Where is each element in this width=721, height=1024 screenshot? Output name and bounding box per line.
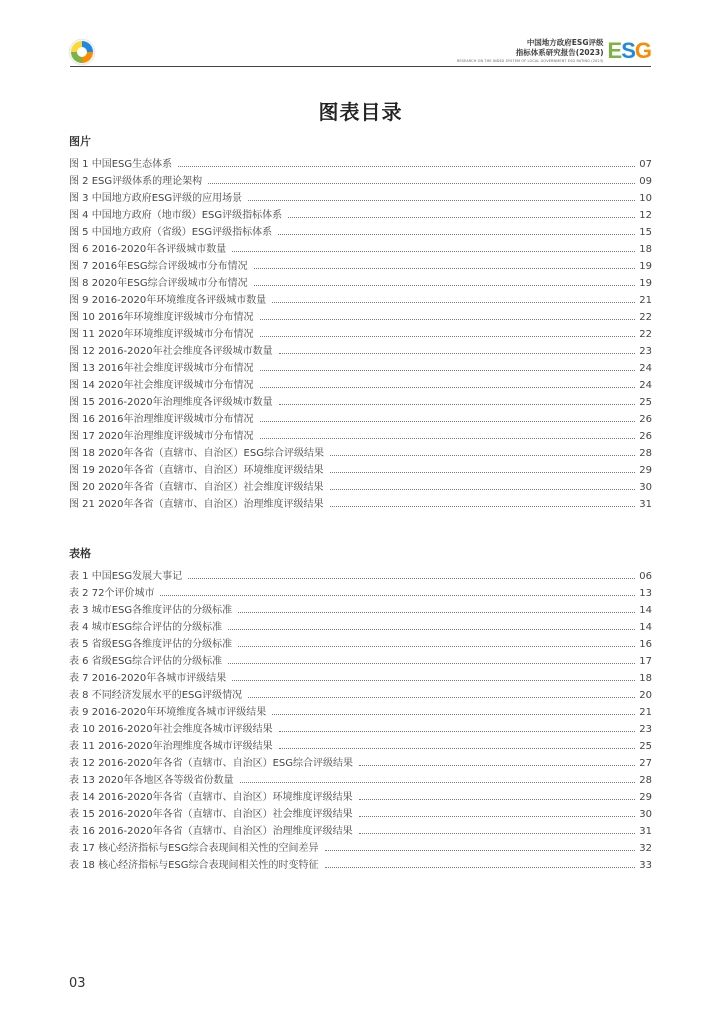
toc-leader-dots xyxy=(278,234,635,235)
toc-entry[interactable] xyxy=(69,323,652,340)
toc-leader-dots xyxy=(279,731,636,732)
toc-entry-label: 表 14 2016-2020年各省（直辖市、自治区）环境维度评级结果 xyxy=(69,792,353,803)
toc-entry[interactable] xyxy=(69,221,652,238)
toc-entry-page: 28 xyxy=(639,775,652,786)
toc-entry-page: 20 xyxy=(639,690,652,701)
toc-entry-page: 26 xyxy=(639,414,652,425)
toc-leader-dots xyxy=(279,353,636,354)
toc-leader-dots xyxy=(254,268,636,269)
toc-entry[interactable] xyxy=(69,599,652,616)
toc-entry-label: 图 3 中国地方政府ESG评级的应用场景 xyxy=(69,193,243,204)
esg-logo-g: G xyxy=(634,38,651,63)
toc-entry-page: 14 xyxy=(639,622,652,633)
toc-leader-dots xyxy=(254,285,636,286)
toc-leader-dots xyxy=(260,336,636,337)
toc-leader-dots xyxy=(260,387,636,388)
toc-entry-label: 表 15 2016-2020年各省（直辖市、自治区）社会维度评级结果 xyxy=(69,809,353,820)
toc-entry-page: 12 xyxy=(639,210,652,221)
toc-entry-label: 表 6 省级ESG综合评估的分级标准 xyxy=(69,656,223,667)
page-number: 03 xyxy=(69,976,86,991)
toc-entry[interactable] xyxy=(69,357,652,374)
tables-toc-list xyxy=(69,565,652,871)
toc-leader-dots xyxy=(272,302,635,303)
toc-entry-page: 30 xyxy=(639,482,652,493)
toc-entry-label: 图 12 2016-2020年社会维度各评级城市数量 xyxy=(69,346,273,357)
toc-entry-page: 25 xyxy=(639,741,652,752)
toc-entry[interactable] xyxy=(69,633,652,650)
toc-leader-dots xyxy=(188,578,635,579)
toc-leader-dots xyxy=(288,217,635,218)
toc-entry-page: 26 xyxy=(639,431,652,442)
esg-logo xyxy=(608,39,652,63)
toc-entry-page: 28 xyxy=(639,448,652,459)
toc-entry[interactable] xyxy=(69,820,652,837)
toc-entry-label: 图 6 2016-2020年各评级城市数量 xyxy=(69,244,227,255)
toc-entry-page: 10 xyxy=(639,193,652,204)
toc-entry-label: 图 8 2020年ESG综合评级城市分布情况 xyxy=(69,278,248,289)
toc-entry-page: 07 xyxy=(639,159,652,170)
toc-entry-page: 19 xyxy=(639,278,652,289)
toc-leader-dots xyxy=(325,867,636,868)
toc-entry[interactable] xyxy=(69,769,652,786)
toc-entry-page: 29 xyxy=(639,792,652,803)
toc-entry[interactable] xyxy=(69,391,652,408)
toc-entry-label: 图 7 2016年ESG综合评级城市分布情况 xyxy=(69,261,248,272)
toc-entry-label: 图 15 2016-2020年治理维度各评级城市数量 xyxy=(69,397,273,408)
toc-entry[interactable] xyxy=(69,684,652,701)
toc-entry[interactable] xyxy=(69,786,652,803)
toc-entry-page: 06 xyxy=(639,571,652,582)
header-divider xyxy=(70,66,651,67)
toc-leader-dots xyxy=(330,489,636,490)
toc-leader-dots xyxy=(238,612,635,613)
toc-entry-label: 表 2 72个评价城市 xyxy=(69,588,155,599)
toc-entry-page: 32 xyxy=(639,843,652,854)
tables-section-heading: 表格 xyxy=(69,547,91,560)
toc-entry-page: 13 xyxy=(639,588,652,599)
toc-entry[interactable] xyxy=(69,289,652,306)
toc-entry[interactable] xyxy=(69,854,652,871)
page-title: 图表目录 xyxy=(318,100,403,124)
toc-leader-dots xyxy=(359,833,636,834)
toc-entry-label: 图 17 2020年治理维度评级城市分布情况 xyxy=(69,431,254,442)
toc-entry-page: 31 xyxy=(639,826,652,837)
toc-entry[interactable] xyxy=(69,803,652,820)
toc-entry-label: 表 12 2016-2020年各省（直辖市、自治区）ESG综合评级结果 xyxy=(69,758,354,769)
toc-entry-page: 18 xyxy=(639,244,652,255)
toc-entry[interactable] xyxy=(69,272,652,289)
esg-logo-s: S xyxy=(621,38,635,63)
toc-entry-label: 图 18 2020年各省（直辖市、自治区）ESG综合评级结果 xyxy=(69,448,324,459)
toc-entry[interactable] xyxy=(69,374,652,391)
toc-entry-page: 24 xyxy=(639,363,652,374)
toc-entry-page: 09 xyxy=(639,176,652,187)
toc-leader-dots xyxy=(330,472,636,473)
toc-entry[interactable] xyxy=(69,837,652,854)
toc-leader-dots xyxy=(232,680,635,681)
toc-entry-label: 表 4 城市ESG综合评估的分级标准 xyxy=(69,622,223,633)
report-header-text xyxy=(457,38,604,64)
toc-entry-label: 表 1 中国ESG发展大事记 xyxy=(69,571,183,582)
toc-entry-label: 图 16 2016年治理维度评级城市分布情况 xyxy=(69,414,254,425)
toc-leader-dots xyxy=(279,404,636,405)
toc-entry-page: 22 xyxy=(639,329,652,340)
report-title-line1: 中国地方政府ESG评级 xyxy=(526,38,604,47)
toc-entry[interactable] xyxy=(69,493,652,510)
toc-entry-page: 16 xyxy=(639,639,652,650)
toc-entry[interactable] xyxy=(69,187,652,204)
toc-leader-dots xyxy=(260,438,636,439)
toc-entry-label: 表 7 2016-2020年各城市评级结果 xyxy=(69,673,227,684)
toc-entry-label: 表 17 核心经济指标与ESG综合表现间相关性的空间差异 xyxy=(69,843,319,854)
toc-leader-dots xyxy=(359,816,636,817)
toc-entry[interactable] xyxy=(69,340,652,357)
toc-entry-page: 25 xyxy=(639,397,652,408)
toc-leader-dots xyxy=(248,200,635,201)
toc-entry-page: 24 xyxy=(639,380,652,391)
toc-leader-dots xyxy=(279,748,636,749)
organization-logo-icon xyxy=(68,38,96,66)
toc-entry[interactable] xyxy=(69,442,652,459)
toc-entry-label: 表 11 2016-2020年治理维度各城市评级结果 xyxy=(69,741,273,752)
toc-entry-page: 21 xyxy=(639,707,652,718)
toc-leader-dots xyxy=(228,629,635,630)
toc-entry-label: 表 3 城市ESG各维度评估的分级标准 xyxy=(69,605,233,616)
toc-entry-page: 23 xyxy=(639,724,652,735)
toc-entry[interactable] xyxy=(69,459,652,476)
toc-entry-page: 33 xyxy=(639,860,652,871)
toc-entry[interactable] xyxy=(69,752,652,769)
toc-entry[interactable] xyxy=(69,718,652,735)
toc-leader-dots xyxy=(240,782,636,783)
toc-entry-page: 15 xyxy=(639,227,652,238)
toc-leader-dots xyxy=(359,765,635,766)
toc-leader-dots xyxy=(260,370,636,371)
toc-entry-label: 图 2 ESG评级体系的理论架构 xyxy=(69,176,203,187)
toc-entry-label: 表 16 2016-2020年各省（直辖市、自治区）治理维度评级结果 xyxy=(69,826,353,837)
toc-entry-label: 图 19 2020年各省（直辖市、自治区）环境维度评级结果 xyxy=(69,465,324,476)
toc-leader-dots xyxy=(160,595,635,596)
toc-entry-label: 图 20 2020年各省（直辖市、自治区）社会维度评级结果 xyxy=(69,482,324,493)
toc-entry-label: 图 21 2020年各省（直辖市、自治区）治理维度评级结果 xyxy=(69,499,324,510)
toc-entry[interactable] xyxy=(69,255,652,272)
toc-entry[interactable] xyxy=(69,616,652,633)
toc-entry-page: 17 xyxy=(639,656,652,667)
toc-entry-page: 21 xyxy=(639,295,652,306)
toc-entry[interactable] xyxy=(69,735,652,752)
toc-leader-dots xyxy=(232,251,635,252)
toc-entry-label: 图 10 2016年环境维度评级城市分布情况 xyxy=(69,312,254,323)
toc-entry-label: 表 13 2020年各地区各等级省份数量 xyxy=(69,775,234,786)
toc-leader-dots xyxy=(228,663,635,664)
toc-entry-label: 表 5 省级ESG各维度评估的分级标准 xyxy=(69,639,233,650)
toc-entry-page: 27 xyxy=(639,758,652,769)
toc-entry-page: 23 xyxy=(639,346,652,357)
toc-leader-dots xyxy=(238,646,635,647)
report-title-line2: 指标体系研究报告(2023) xyxy=(515,48,604,57)
toc-entry-label: 图 5 中国地方政府（省级）ESG评级指标体系 xyxy=(69,227,273,238)
figures-section-heading: 图片 xyxy=(69,135,91,148)
toc-entry-page: 29 xyxy=(639,465,652,476)
toc-leader-dots xyxy=(248,697,635,698)
toc-entry[interactable] xyxy=(69,238,652,255)
toc-entry-label: 表 18 核心经济指标与ESG综合表现间相关性的时变特征 xyxy=(69,860,319,871)
toc-entry-page: 22 xyxy=(639,312,652,323)
toc-entry-page: 19 xyxy=(639,261,652,272)
toc-entry[interactable] xyxy=(69,153,652,170)
toc-entry[interactable] xyxy=(69,408,652,425)
toc-leader-dots xyxy=(330,506,636,507)
toc-leader-dots xyxy=(359,799,636,800)
toc-leader-dots xyxy=(208,183,635,184)
toc-entry-label: 表 10 2016-2020年社会维度各城市评级结果 xyxy=(69,724,273,735)
toc-leader-dots xyxy=(260,319,636,320)
toc-entry-page: 18 xyxy=(639,673,652,684)
toc-entry[interactable] xyxy=(69,425,652,442)
figures-toc-list xyxy=(69,153,652,510)
toc-entry[interactable] xyxy=(69,204,652,221)
toc-entry[interactable] xyxy=(69,650,652,667)
toc-entry-label: 表 8 不同经济发展水平的ESG评级情况 xyxy=(69,690,243,701)
esg-logo-e: E xyxy=(607,38,622,63)
toc-entry-label: 表 9 2016-2020年环境维度各城市评级结果 xyxy=(69,707,267,718)
toc-entry[interactable] xyxy=(69,306,652,323)
toc-entry-label: 图 9 2016-2020年环境维度各评级城市数量 xyxy=(69,295,267,306)
toc-entry-label: 图 14 2020年社会维度评级城市分布情况 xyxy=(69,380,254,391)
toc-entry[interactable] xyxy=(69,565,652,582)
toc-entry-page: 14 xyxy=(639,605,652,616)
toc-leader-dots xyxy=(260,421,636,422)
toc-entry-label: 图 1 中国ESG生态体系 xyxy=(69,159,173,170)
report-title-english: RESEARCH ON THE INDEX SYSTEM OF LOCAL GOVERNMENT ESG RATING (2023) xyxy=(456,59,604,63)
toc-entry-page: 31 xyxy=(639,499,652,510)
toc-leader-dots xyxy=(325,850,636,851)
toc-leader-dots xyxy=(272,714,635,715)
toc-leader-dots xyxy=(330,455,635,456)
toc-entry-label: 图 11 2020年环境维度评级城市分布情况 xyxy=(69,329,254,340)
toc-entry[interactable] xyxy=(69,476,652,493)
report-header xyxy=(457,38,651,64)
toc-entry[interactable] xyxy=(69,667,652,684)
toc-entry-label: 图 13 2016年社会维度评级城市分布情况 xyxy=(69,363,254,374)
toc-entry[interactable] xyxy=(69,170,652,187)
toc-entry-page: 30 xyxy=(639,809,652,820)
toc-entry-label: 图 4 中国地方政府（地市级）ESG评级指标体系 xyxy=(69,210,283,221)
toc-leader-dots xyxy=(178,166,635,167)
toc-entry[interactable] xyxy=(69,582,652,599)
toc-entry[interactable] xyxy=(69,701,652,718)
